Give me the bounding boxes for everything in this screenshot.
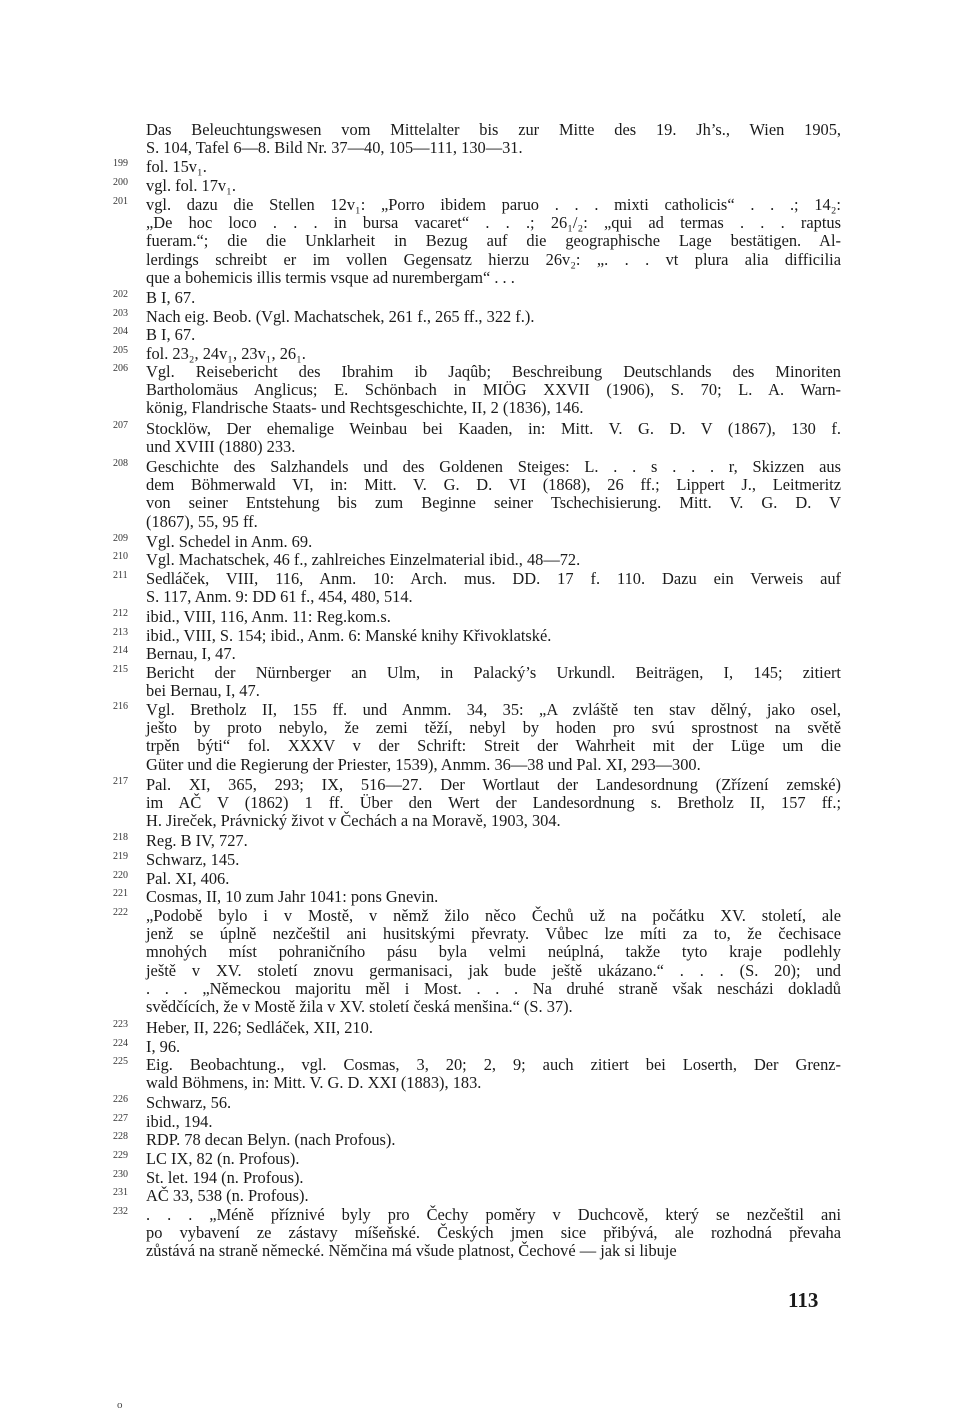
text-line: ibid., 194. [146, 1112, 213, 1131]
footnote-number: 225 [113, 1056, 128, 1067]
footnote [113, 870, 841, 888]
text-line: Sedláček, VIII, 116, Anm. 10: Arch. mus. DD. 17 f. 110. Dazu ein Verweis auf [146, 569, 841, 588]
text-line: Reg. B IV, 727. [146, 831, 248, 850]
footnote [113, 177, 841, 195]
footnote-number: 211 [113, 570, 128, 581]
text-line: Das Beleuchtungswesen vom Mittelalter bis zur Mitte des 19. Jh’s., Wien 1905, [146, 120, 841, 139]
text-line: jenž se úplně nezčeštil ani husitskými převraty. Vůbec lze míti za to, že čechisace [146, 924, 841, 944]
text-line: I, 96. [146, 1037, 181, 1056]
text-line: Schwarz, 56. [146, 1093, 232, 1112]
footnote-number: 215 [113, 664, 128, 675]
text-line: svědčících, že v Mostě žila v XV. století česká menšina.“ (S. 37). [146, 997, 573, 1017]
footnote-number: 223 [113, 1019, 128, 1030]
text-line: Pal. XI, 406. [146, 869, 230, 888]
footnote-text [146, 1131, 841, 1149]
text-line: Geschichte des Salzhandels und des Goldenen Steiges: L. . . s . . . r, Skizzen aus [146, 457, 841, 476]
text-line: lerdings schreibt er im vollen Gegensatz hierzu 26v₂: „. . . vt plura alia difficilia [146, 249, 841, 269]
footnote [113, 1131, 841, 1149]
text-line: LC IX, 82 (n. Profous). [146, 1149, 300, 1168]
footnote [113, 1150, 841, 1168]
footnote [113, 551, 841, 569]
footnote [113, 326, 841, 344]
footnote-text [146, 1056, 841, 1092]
footnote [113, 832, 841, 850]
text-line: „De hoc loco . . . in bursa vacaret“ . . .; 26₁/₂: „qui ad termas . . . raptus [146, 213, 841, 233]
footnote [113, 1113, 841, 1131]
text-line: ješto by proto nebylo, že zemi těží, nebyl by hoden pro svú sprostnost na světě [146, 718, 841, 738]
text-line: Eig. Beobachtung., vgl. Cosmas, 3, 20; 2, 9; auch zitiert bei Loserth, Der Grenz- [146, 1055, 841, 1074]
text-line: mnohých míst pohraničního pásu byla velmi neúplná, takže tyto kraje podlehly [146, 942, 841, 962]
text-line: Nach eig. Beob. (Vgl. Machatschek, 261 f., 265 ff., 322 f.). [146, 307, 535, 326]
text-line: Bernau, I, 47. [146, 644, 236, 663]
footnote-text [146, 664, 841, 700]
text-line: . . . „Méně příznivé byly pro Čechy poměry v Duchcově, který se nezčeštil ani [146, 1205, 841, 1224]
footnote [113, 1019, 841, 1037]
footnote-number: 213 [113, 627, 128, 638]
text-line: und XVIII (1880) 233. [146, 437, 296, 457]
footnote-number: 200 [113, 177, 128, 188]
footnote-text [146, 363, 841, 418]
footnote [113, 851, 841, 869]
footnote-number: 230 [113, 1169, 128, 1180]
text-line: St. let. 194 (n. Profous). [146, 1168, 304, 1187]
footnote-text [146, 121, 841, 157]
footnote-number: 219 [113, 851, 128, 862]
text-line: ještě v XV. století znovu germanisaci, jak bude ještě ukázano.“ . . . (S. 20); und [146, 960, 841, 980]
footnote-number: 206 [113, 363, 128, 374]
text-line: fol. 15v₁. [146, 157, 207, 176]
text-line: po vybavení ze zástavy míšeňské. Českých jmen sice přibývá, ale rozhodná převaha [146, 1223, 841, 1243]
text-line: von seiner Entstehung bis zum Beginne seiner Tschechisierung. Mitt. V. G. D. V [146, 493, 841, 513]
footnote-number: 232 [113, 1206, 128, 1217]
footnote-number: 210 [113, 551, 128, 562]
footnote-text [146, 907, 841, 1016]
footnote [113, 158, 841, 176]
footnote [113, 533, 841, 551]
footnote [113, 1038, 841, 1056]
footnote-text [146, 326, 841, 344]
footnote-number: 214 [113, 645, 128, 656]
footnote-text [146, 832, 841, 850]
footnote [113, 701, 841, 774]
text-line: fueram.“; die die Unklarheit in Bezug auf die geographische Lage bestätigen. Al- [146, 231, 841, 251]
footnote-number: 208 [113, 458, 128, 469]
footnote-number: 201 [113, 196, 128, 207]
text-line: Bericht der Nürnberger an Ulm, in Palacký’s Urkundl. Beiträgen, I, 145; zitiert [146, 663, 841, 682]
footnote [113, 289, 841, 307]
footnote [113, 1206, 841, 1261]
text-line: fol. 23₂, 24v₁, 23v₁, 26₁. [146, 344, 306, 363]
footnote-number: 220 [113, 870, 128, 881]
footnote-number: 216 [113, 701, 128, 712]
footnote-text [146, 1113, 841, 1131]
text-line: Bartholomäus Anglicus; E. Schönbach in MIÖG XXVII (1906), S. 70; L. A. Warn- [146, 380, 841, 400]
footnote-number: 217 [113, 776, 128, 787]
text-line: (1867), 55, 95 ff. [146, 511, 258, 531]
text-line: dem Böhmerwald VI, in: Mitt. V. G. D. VI (1868), 26 ff.; Lippert J., Leitmeritz [146, 475, 841, 495]
footnote-text [146, 627, 841, 645]
footnote-text [146, 158, 841, 176]
text-line: ibid., VIII, 116, Anm. 11: Reg.kom.s. [146, 607, 391, 626]
text-line: S. 104, Tafel 6—8. Bild Nr. 37—40, 105—111, 130—31. [146, 138, 523, 158]
footnote-number: 205 [113, 345, 128, 356]
footnote-text [146, 645, 841, 663]
footnote-number: 222 [113, 907, 128, 918]
footnote-text [146, 608, 841, 626]
text-line: vgl. dazu die Stellen 12v₁: „Porro ibidem paruo . . . mixti catholicis“ . . .; 14₂: [146, 195, 841, 214]
footnote [113, 627, 841, 645]
footnote [113, 907, 841, 1016]
footnote [113, 570, 841, 606]
text-line: Vgl. Machatschek, 46 f., zahlreiches Einzelmaterial ibid., 48—72. [146, 550, 581, 569]
text-line: Heber, II, 226; Sedláček, XII, 210. [146, 1018, 373, 1037]
footnote-text [146, 1019, 841, 1037]
text-line: ibid., VIII, S. 154; ibid., Anm. 6: Manské knihy Křivoklatské. [146, 626, 552, 645]
footnote-number: 226 [113, 1094, 128, 1105]
text-line: que a bohemicis illis termis vsque ad nurembergam“ . . . [146, 267, 515, 287]
footnote-text [146, 1169, 841, 1187]
footnote-number: 228 [113, 1131, 128, 1142]
footnote-text [146, 345, 841, 363]
text-line: Pal. XI, 365, 293; IX, 516—27. Der Wortlaut der Landesordnung (Zřízení zemské) [146, 775, 841, 794]
page-number: 113 [788, 1288, 819, 1312]
footnote [113, 121, 841, 157]
footnote-number: 207 [113, 420, 128, 431]
footnote [113, 645, 841, 663]
footnote-text [146, 1187, 841, 1205]
footnote-text [146, 533, 841, 551]
footnote-text [146, 420, 841, 456]
text-line: könig, Flandrische Staats- und Rechtsgeschichte, II, 2 (1836), 146. [146, 398, 584, 418]
text-line: B I, 67. [146, 325, 196, 344]
text-line: Güter und die Regierung der Priester, 1539), Anmm. 36—38 und Pal. XI, 293—300. [146, 754, 701, 774]
text-line: AČ 33, 538 (n. Profous). [146, 1186, 309, 1205]
text-line: S. 117, Anm. 9: DD 61 f., 454, 480, 514. [146, 587, 413, 607]
footnote [113, 308, 841, 326]
text-line: . . . „Německou majoritu měl i Most. . . . Na druhé straně však nescházi dokladů [146, 978, 841, 998]
footnote-text [146, 1038, 841, 1056]
footnote [113, 608, 841, 626]
text-line: zůstává na straně německé. Němčina má všude platnost, Čechové — jak si libuje [146, 1241, 677, 1261]
text-line: Vgl. Schedel in Anm. 69. [146, 532, 313, 551]
footnote-text [146, 196, 841, 287]
footnote [113, 664, 841, 700]
text-line: B I, 67. [146, 288, 196, 307]
footnote [113, 420, 841, 456]
footnote-number: 218 [113, 832, 128, 843]
footnote-text [146, 776, 841, 831]
footnote-number: 202 [113, 289, 128, 300]
footnote-number: 231 [113, 1187, 128, 1198]
footnote-number: 199 [113, 158, 128, 169]
footnote-text [146, 1150, 841, 1168]
text-line: bei Bernau, I, 47. [146, 681, 260, 701]
footnote [113, 363, 841, 418]
footnote [113, 776, 841, 831]
footnote-number: 224 [113, 1038, 128, 1049]
corner-mark: o [117, 1399, 123, 1411]
footnote-text [146, 177, 841, 195]
text-line: Stocklöw, Der ehemalige Weinbau bei Kaaden, in: Mitt. V. G. D. V (1867), 130 f. [146, 419, 841, 438]
footnote-text [146, 289, 841, 307]
text-line: Cosmas, II, 10 zum Jahr 1041: pons Gnevin. [146, 887, 439, 906]
text-line: vgl. fol. 17v₁. [146, 176, 236, 195]
footnote-number: 212 [113, 608, 128, 619]
footnote-text [146, 458, 841, 531]
footnote [113, 458, 841, 531]
text-line: Vgl. Bretholz II, 155 ff. und Anmm. 34, 35: „A zvláště ten stav dělný, jako osel, [146, 700, 841, 719]
footnote-number: 204 [113, 326, 128, 337]
footnote-text [146, 870, 841, 888]
footnote-number: 229 [113, 1150, 128, 1161]
footnote-text [146, 701, 841, 774]
footnote [113, 345, 841, 363]
text-line: „Podobě bylo i v Mostě, v němž žilo něco Čechů už na počátku XV. století, ale [146, 906, 841, 925]
footnote-text [146, 551, 841, 569]
footnote [113, 1056, 841, 1092]
footnote [113, 888, 841, 906]
text-line: trpěn býti“ fol. XXXV v der Schrift: Streit der Wahrheit mit der Lüge um die [146, 736, 841, 756]
text-line: RDP. 78 decan Belyn. (nach Profous). [146, 1130, 396, 1149]
text-line: Schwarz, 145. [146, 850, 240, 869]
footnote [113, 1169, 841, 1187]
footnote-text [146, 851, 841, 869]
text-line: Vgl. Reisebericht des Ibrahim ib Jaqûb; Beschreibung Deutschlands des Minoriten [146, 362, 841, 381]
footnote-text [146, 570, 841, 606]
footnote-number: 209 [113, 533, 128, 544]
text-line: im AČ V (1862) 1 ff. Über den Wert der Landesordnung s. Bretholz II, 157 ff.; [146, 793, 841, 813]
footnote-number: 221 [113, 888, 128, 899]
footnote-text [146, 888, 841, 906]
footnote [113, 1187, 841, 1205]
footnote [113, 1094, 841, 1112]
footnote-number: 227 [113, 1113, 128, 1124]
footnote-number: 203 [113, 308, 128, 319]
footnote-text [146, 1206, 841, 1261]
footnote [113, 196, 841, 287]
footnote-text [146, 308, 841, 326]
text-line: wald Böhmens, in: Mitt. V. G. D. XXI (1883), 183. [146, 1073, 482, 1093]
text-line: H. Jireček, Právnický život v Čechách a na Moravě, 1903, 304. [146, 811, 561, 831]
footnote-text [146, 1094, 841, 1112]
